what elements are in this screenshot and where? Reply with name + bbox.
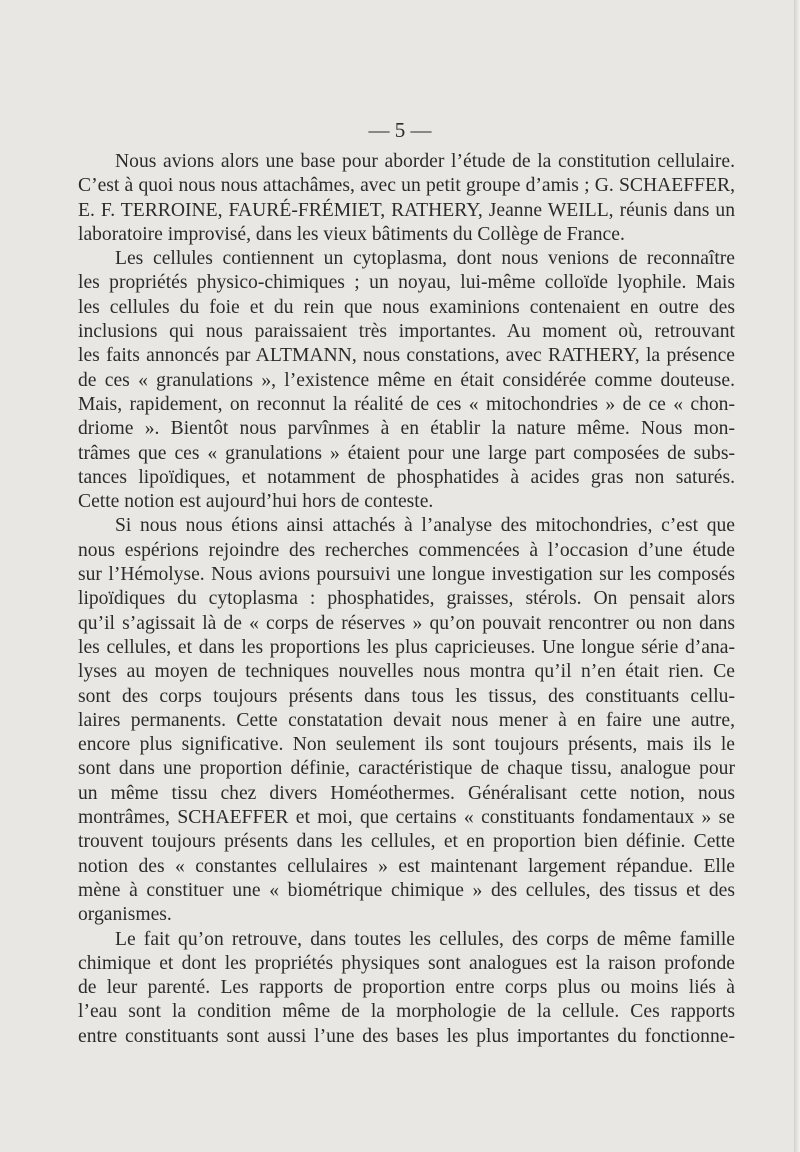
text-line: encore plus significative. Non seulement ils sont toujours présents, mais ils le: [78, 734, 735, 756]
text-line: Le fait qu’on retrouve, dans toutes les cellules, des corps de même famille: [115, 928, 735, 950]
text-line: les cellules du foie et du rein que nous examinions contenaient en outre des: [78, 296, 735, 318]
text-line: laires permanents. Cette constatation devait nous mener à en faire une autre,: [78, 709, 735, 731]
text-line: les faits annoncés par ALTMANN, nous constations, avec RATHERY, la présence: [78, 345, 735, 367]
body-text: [78, 150, 735, 1049]
paragraph: [78, 514, 735, 927]
text-line: sont des corps toujours présents dans tous les tissus, des constituants cellu-: [78, 685, 735, 707]
text-line: organismes.: [78, 904, 172, 926]
text-line: un même tissu chez divers Homéothermes. Généralisant cette notion, nous: [78, 782, 735, 804]
text-line: Nous avions alors une base pour aborder l’étude de la constitution cellulaire.: [115, 151, 735, 172]
text-line: inclusions qui nous paraissaient très importantes. Au moment où, retrouvant: [78, 321, 735, 343]
text-line: sont dans une proportion définie, caractéristique de chaque tissu, analogue pour: [78, 758, 735, 780]
text-line: sur l’Hémolyse. Nous avions poursuivi une longue investigation sur les composés: [78, 564, 735, 586]
text-line: C’est à quoi nous nous attachâmes, avec un petit groupe d’amis ; G. SCHAEFFER,: [78, 175, 735, 197]
paragraph: [78, 150, 735, 247]
text-line: notion des « constantes cellulaires » est maintenant largement répandue. Elle: [78, 855, 735, 877]
text-line: lipoïdiques du cytoplasma : phosphatides, graisses, stérols. On pensait alors: [78, 588, 735, 610]
text-line: driome ». Bientôt nous parvînmes à en établir la nature même. Nous mon-: [78, 418, 735, 440]
text-line: mène à constituer une « biométrique chimique » des cellules, des tissus et des: [78, 879, 735, 901]
text-line: les propriétés physico-chimiques ; un noyau, lui-même colloïde lyophile. Mais: [78, 272, 735, 294]
text-line: montrâmes, SCHAEFFER et moi, que certains « constituants fondamentaux » se: [78, 807, 735, 829]
text-line: trâmes que ces « granulations » étaient pour une large part composées de subs-: [78, 442, 735, 464]
text-line: Cette notion est aujourd’hui hors de conteste.: [78, 491, 434, 513]
text-line: laboratoire improvisé, dans les vieux bâtiments du Collège de France.: [78, 223, 625, 245]
text-line: l’eau sont la condition même de la morphologie de la cellule. Ces rapports: [78, 1001, 735, 1023]
paragraph: [78, 928, 735, 1049]
text-line: trouvent toujours présents dans les cellules, et en proportion bien définie. Cette: [78, 831, 735, 853]
page-edge: [794, 0, 800, 1152]
text-line: lyses au moyen de techniques nouvelles nous montra qu’il n’en était rien. Ce: [78, 661, 735, 683]
text-line: chimique et dont les propriétés physiques sont analogues est la raison profonde: [78, 952, 735, 974]
text-line: Mais, rapidement, on reconnut la réalité de ces « mitochondries » de ce « chon-: [78, 393, 735, 415]
text-line: Les cellules contiennent un cytoplasma, dont nous venions de reconnaître: [115, 248, 735, 270]
text-line: tances lipoïdiques, et notamment de phosphatides à acides gras non saturés.: [78, 466, 735, 488]
paragraph: [78, 247, 735, 514]
text-line: nous espérions rejoindre des recherches commencées à l’occasion d’une étude: [78, 539, 735, 561]
text-line: E. F. TERROINE, FAURÉ-FRÉMIET, RATHERY, Jeanne WEILL, réunis dans un: [78, 199, 735, 221]
text-line: Si nous nous étions ainsi attachés à l’analyse des mitochondries, c’est que: [115, 515, 735, 537]
text-line: entre constituants sont aussi l’une des bases les plus importantes du fonctionne-: [78, 1025, 735, 1047]
text-line: les cellules, et dans les proportions les plus capricieuses. Une longue série d’ana-: [78, 636, 735, 658]
text-line: de leur parenté. Les rapports de proportion entre corps plus ou moins liés à: [78, 977, 735, 999]
text-line: de ces « granulations », l’existence même en était considérée comme douteuse.: [78, 369, 735, 391]
text-line: qu’il s’agissait là de « corps de réserves » qu’on pouvait rencontrer ou non dans: [78, 612, 735, 634]
page-number: — 5 —: [368, 118, 432, 142]
